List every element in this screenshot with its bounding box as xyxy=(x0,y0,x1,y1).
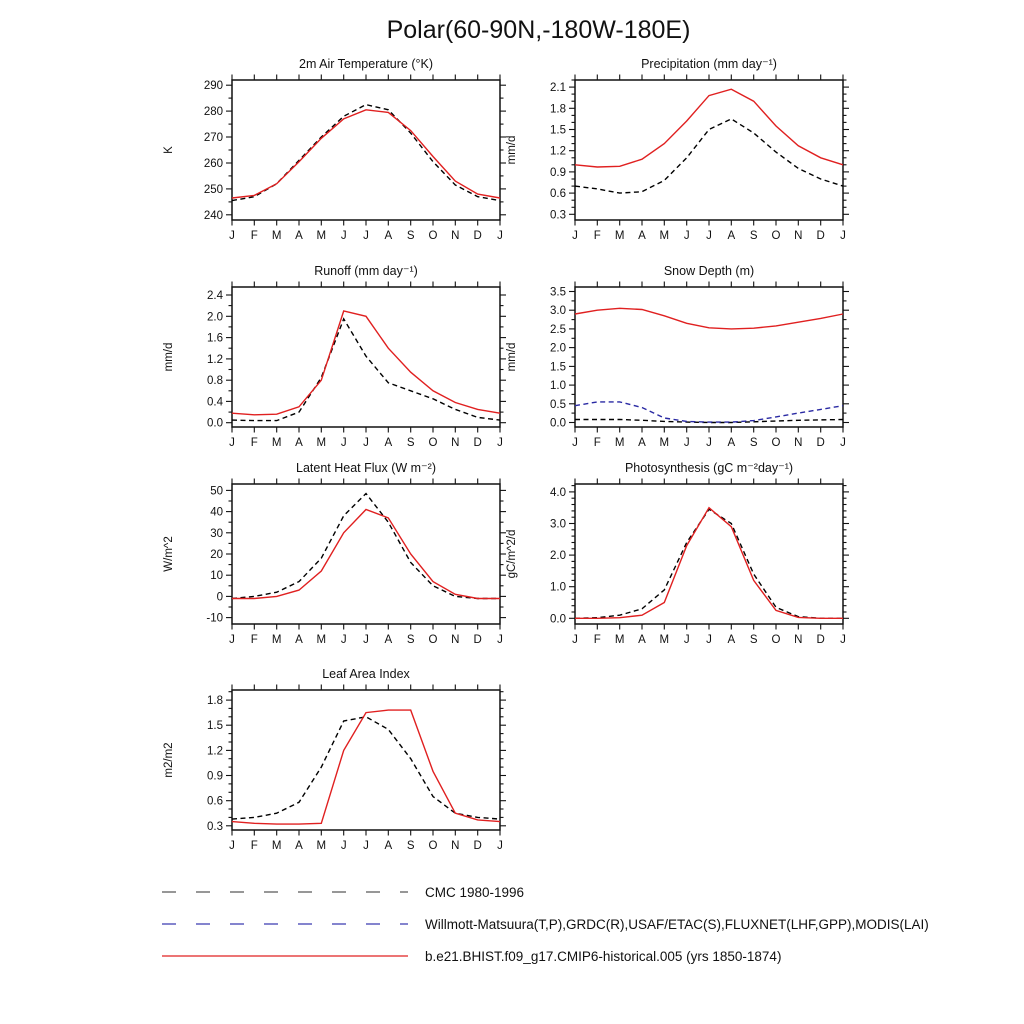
svg-text:2.0: 2.0 xyxy=(207,311,223,324)
svg-text:0.9: 0.9 xyxy=(550,166,566,179)
chart-title: Photosynthesis (gC m⁻²day⁻¹) xyxy=(624,461,794,475)
svg-text:O: O xyxy=(771,230,781,242)
svg-text:S: S xyxy=(406,634,415,646)
svg-text:A: A xyxy=(638,230,646,242)
svg-text:J: J xyxy=(229,437,235,449)
svg-text:290: 290 xyxy=(203,80,223,93)
chart-photosynthesis xyxy=(495,456,855,661)
legend-label-cmc: CMC 1980-1996 xyxy=(425,884,525,900)
svg-text:N: N xyxy=(451,230,460,242)
svg-text:3.5: 3.5 xyxy=(550,286,566,299)
y-axis-label: mm/d xyxy=(506,342,518,372)
series-line xyxy=(232,311,500,415)
y-axis-label: gC/m^2/d xyxy=(506,529,518,579)
chart-title: 2m Air Temperature (°K) xyxy=(299,57,433,71)
svg-text:1.6: 1.6 xyxy=(207,332,223,345)
svg-text:J: J xyxy=(340,437,347,449)
chart-title: Snow Depth (m) xyxy=(663,264,755,278)
svg-text:2.0: 2.0 xyxy=(550,550,566,563)
svg-text:0.4: 0.4 xyxy=(207,396,223,409)
svg-text:J: J xyxy=(497,230,503,242)
svg-text:J: J xyxy=(840,230,846,242)
svg-text:10: 10 xyxy=(210,570,223,583)
svg-text:O: O xyxy=(428,230,438,242)
svg-text:A: A xyxy=(384,230,393,242)
svg-text:J: J xyxy=(572,230,578,242)
svg-text:2.4: 2.4 xyxy=(207,290,223,302)
svg-text:0.6: 0.6 xyxy=(550,188,566,201)
legend-line-solid-red-icon xyxy=(160,950,410,962)
legend-item-obs xyxy=(160,908,929,940)
svg-text:0.8: 0.8 xyxy=(207,375,223,388)
svg-text:D: D xyxy=(473,840,482,852)
svg-text:S: S xyxy=(749,634,758,646)
svg-text:0.9: 0.9 xyxy=(207,770,223,783)
chart-leaf-area-index xyxy=(152,662,512,867)
chart-title: Runoff (mm day⁻¹) xyxy=(314,264,418,278)
svg-text:0.0: 0.0 xyxy=(550,417,566,430)
svg-text:O: O xyxy=(428,634,438,646)
svg-text:30: 30 xyxy=(210,527,223,540)
svg-text:J: J xyxy=(706,634,712,646)
y-axis-label: K xyxy=(163,146,175,154)
svg-text:J: J xyxy=(497,840,503,852)
svg-text:D: D xyxy=(816,634,825,646)
svg-text:M: M xyxy=(659,634,670,646)
svg-text:2.1: 2.1 xyxy=(550,82,566,95)
svg-text:F: F xyxy=(250,437,258,449)
svg-text:20: 20 xyxy=(210,549,223,561)
svg-text:1.5: 1.5 xyxy=(550,124,566,137)
series-line xyxy=(232,510,500,599)
chart-runoff xyxy=(152,259,512,464)
svg-text:M: M xyxy=(659,230,670,242)
svg-text:M: M xyxy=(316,437,327,449)
svg-text:A: A xyxy=(295,840,303,852)
svg-text:1.0: 1.0 xyxy=(550,380,566,393)
svg-text:J: J xyxy=(840,634,846,646)
y-axis-label: mm/d xyxy=(506,135,518,165)
svg-text:M: M xyxy=(271,840,282,852)
svg-text:J: J xyxy=(572,634,578,646)
svg-text:S: S xyxy=(406,230,415,242)
svg-text:0.5: 0.5 xyxy=(550,398,566,411)
page-title: Polar(60-90N,-180W-180E) xyxy=(386,16,691,44)
svg-text:J: J xyxy=(363,437,369,449)
svg-text:F: F xyxy=(250,840,258,852)
chart-latent-heat-flux xyxy=(152,456,512,661)
svg-text:M: M xyxy=(614,230,625,242)
svg-text:A: A xyxy=(638,634,646,646)
svg-text:F: F xyxy=(593,230,601,242)
svg-text:J: J xyxy=(572,437,578,449)
svg-text:0.6: 0.6 xyxy=(207,795,223,808)
svg-text:N: N xyxy=(794,634,803,646)
series-line xyxy=(232,110,500,198)
series-line xyxy=(575,89,843,167)
svg-text:0.0: 0.0 xyxy=(550,613,566,626)
svg-text:1.8: 1.8 xyxy=(550,103,566,116)
svg-text:1.2: 1.2 xyxy=(550,145,566,158)
svg-text:J: J xyxy=(363,230,369,242)
svg-text:M: M xyxy=(316,230,327,242)
chart-title: Leaf Area Index xyxy=(322,667,410,681)
svg-text:N: N xyxy=(794,230,803,242)
legend xyxy=(160,876,929,972)
svg-text:0.3: 0.3 xyxy=(550,209,566,222)
svg-text:J: J xyxy=(840,437,846,449)
legend-item-cmc xyxy=(160,876,929,908)
y-axis-label: m2/m2 xyxy=(163,742,175,778)
svg-text:O: O xyxy=(771,437,781,449)
svg-text:1.8: 1.8 xyxy=(207,695,223,708)
series-line xyxy=(575,308,843,329)
svg-text:M: M xyxy=(271,634,282,646)
svg-text:S: S xyxy=(749,230,758,242)
series-line xyxy=(232,319,500,421)
svg-text:N: N xyxy=(451,840,460,852)
svg-text:1.2: 1.2 xyxy=(207,353,223,366)
svg-text:J: J xyxy=(683,437,690,449)
svg-text:280: 280 xyxy=(203,106,223,119)
svg-text:N: N xyxy=(451,437,460,449)
svg-text:N: N xyxy=(451,634,460,646)
svg-text:O: O xyxy=(771,634,781,646)
svg-text:50: 50 xyxy=(210,485,223,498)
y-axis-label: mm/d xyxy=(163,342,175,372)
svg-text:D: D xyxy=(816,437,825,449)
svg-text:M: M xyxy=(659,437,670,449)
legend-line-dashed-black-icon xyxy=(160,886,410,898)
svg-text:N: N xyxy=(794,437,803,449)
svg-text:0.3: 0.3 xyxy=(207,820,223,833)
y-axis-label: W/m^2 xyxy=(163,536,175,572)
svg-text:J: J xyxy=(706,437,712,449)
svg-text:0: 0 xyxy=(216,591,223,604)
svg-text:A: A xyxy=(727,437,736,449)
svg-text:D: D xyxy=(816,230,825,242)
svg-text:A: A xyxy=(384,840,393,852)
svg-text:2.0: 2.0 xyxy=(550,342,566,355)
svg-text:J: J xyxy=(229,634,235,646)
svg-text:1.0: 1.0 xyxy=(550,581,566,594)
svg-text:J: J xyxy=(683,634,690,646)
svg-text:S: S xyxy=(406,437,415,449)
svg-text:3.0: 3.0 xyxy=(550,305,566,318)
svg-text:M: M xyxy=(614,437,625,449)
svg-text:F: F xyxy=(250,634,258,646)
series-line xyxy=(232,717,500,819)
chart-title: Latent Heat Flux (W m⁻²) xyxy=(296,461,436,475)
legend-line-dashed-blue-icon xyxy=(160,918,410,930)
svg-text:A: A xyxy=(295,634,303,646)
svg-text:40: 40 xyxy=(210,506,223,519)
svg-text:J: J xyxy=(497,437,503,449)
svg-text:J: J xyxy=(683,230,690,242)
svg-text:4.0: 4.0 xyxy=(550,486,566,499)
svg-text:F: F xyxy=(593,437,601,449)
svg-text:1.5: 1.5 xyxy=(207,720,223,733)
svg-text:F: F xyxy=(593,634,601,646)
svg-text:3.0: 3.0 xyxy=(550,518,566,531)
svg-text:J: J xyxy=(706,230,712,242)
svg-text:A: A xyxy=(727,634,736,646)
svg-text:M: M xyxy=(316,634,327,646)
svg-text:240: 240 xyxy=(203,209,223,222)
svg-text:250: 250 xyxy=(203,183,223,196)
svg-text:M: M xyxy=(271,230,282,242)
svg-text:M: M xyxy=(614,634,625,646)
chart-snow-depth xyxy=(495,259,855,464)
svg-text:M: M xyxy=(316,840,327,852)
svg-text:270: 270 xyxy=(203,132,223,144)
svg-text:D: D xyxy=(473,634,482,646)
legend-label-model: b.e21.BHIST.f09_g17.CMIP6-historical.005 (yrs 1850-1874) xyxy=(425,948,782,964)
svg-text:-10: -10 xyxy=(206,612,223,625)
svg-text:D: D xyxy=(473,437,482,449)
svg-text:0.0: 0.0 xyxy=(207,417,223,430)
svg-text:F: F xyxy=(250,230,258,242)
svg-text:A: A xyxy=(295,230,303,242)
svg-text:J: J xyxy=(229,840,235,852)
svg-text:J: J xyxy=(340,840,347,852)
svg-text:J: J xyxy=(229,230,235,242)
chart-precipitation xyxy=(495,52,855,257)
svg-text:A: A xyxy=(638,437,646,449)
series-line xyxy=(575,119,843,193)
legend-item-model xyxy=(160,940,929,972)
svg-text:A: A xyxy=(295,437,303,449)
svg-text:J: J xyxy=(363,840,369,852)
series-line xyxy=(575,509,843,618)
svg-text:2.5: 2.5 xyxy=(550,323,566,336)
series-line xyxy=(575,508,843,619)
svg-text:J: J xyxy=(497,634,503,646)
svg-text:O: O xyxy=(428,437,438,449)
svg-text:S: S xyxy=(406,840,415,852)
chart-2m-air-temperature xyxy=(152,52,512,257)
series-line xyxy=(232,710,500,824)
svg-text:D: D xyxy=(473,230,482,242)
chart-title: Precipitation (mm day⁻¹) xyxy=(641,57,777,71)
legend-label-obs: Willmott-Matsuura(T,P),GRDC(R),USAF/ETAC(S),FLUXNET(LHF,GPP),MODIS(LAI) xyxy=(425,916,929,932)
svg-text:1.5: 1.5 xyxy=(550,361,566,374)
svg-text:260: 260 xyxy=(203,158,223,170)
series-line xyxy=(575,402,843,422)
svg-text:A: A xyxy=(384,437,393,449)
svg-text:1.2: 1.2 xyxy=(207,745,223,758)
svg-text:J: J xyxy=(340,230,347,242)
svg-text:J: J xyxy=(340,634,347,646)
svg-text:A: A xyxy=(727,230,736,242)
svg-text:S: S xyxy=(749,437,758,449)
svg-text:M: M xyxy=(271,437,282,449)
svg-text:A: A xyxy=(384,634,393,646)
svg-text:O: O xyxy=(428,840,438,852)
svg-text:J: J xyxy=(363,634,369,646)
